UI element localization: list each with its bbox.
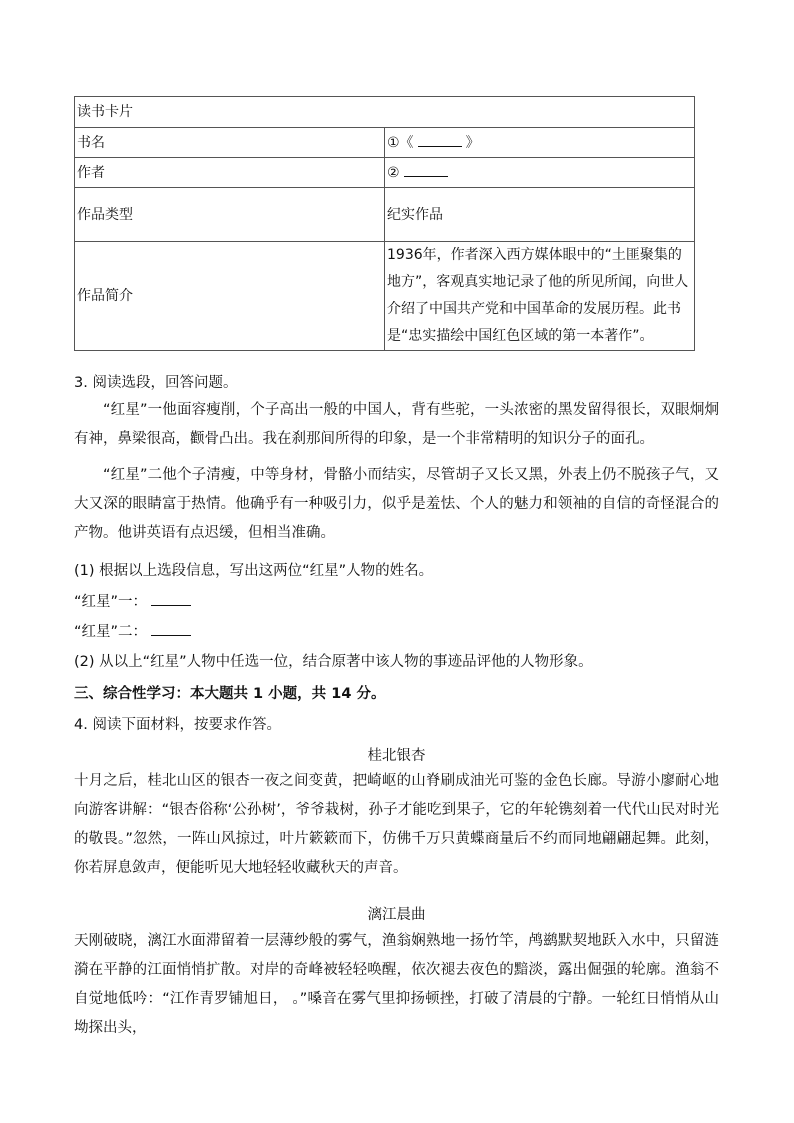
fill-blank-author[interactable] (404, 162, 448, 177)
material-text-1: 十月之后，桂北山区的银杏一夜之间变黄，把崎岖的山脊刷成油光可鉴的金色长廊。导游小廖耐心地向游客讲解：“银杏俗称‘公孙树’，爷爷栽树，孙子才能吃到果子，它的年轮镌刻着一代代山民对时光的敬畏。”忽然，一阵山风掠过，叶片簌簌而下，仿佛千万只黄蝶商量后不约而同地翩翩起舞。此刻，你若屏息敛声，便能听见大地轻轻收藏秋天的声音。 (74, 773, 719, 876)
fill-blank-book[interactable] (418, 132, 462, 147)
q4-heading: 4. 阅读下面材料，按要求作答。 (74, 717, 281, 733)
q3-paragraph-1: “红星”一他面容瘦削，个子高出一般的中国人，背有些驼，一头浓密的黑发留得很长，双眼炯炯有神，鼻梁很高，颧骨凸出。我在刹那间所得的印象，是一个非常精明的知识分子的面孔。 (74, 402, 719, 447)
card-label-author: 作者 (75, 158, 385, 188)
answer-line-star1: “红星”一： (74, 590, 719, 611)
card-title: 读书卡片 (75, 97, 695, 128)
q3-sub-question-2: (2) 从以上“红星”人物中任选一位，结合原著中该人物的事迹品评他的人物形象。 (74, 654, 593, 670)
q3-paragraph-2: “红星”二他个子清瘦，中等身材，骨骼小而结实，尽管胡子又长又黑，外表上仍不脱孩子气，又大又深的眼睛富于热情。他确乎有一种吸引力，似乎是羞怯、个人的魅力和领袖的自信的奇怪混合的产物。他讲英语有点迟缓，但相当准确。 (74, 467, 719, 541)
card-value-type: 纪实作品 (385, 188, 695, 242)
section-heading: 三、综合性学习：本大题共 1 小题，共 14 分。 (74, 686, 386, 702)
card-value-author: ② (385, 158, 695, 188)
q3-sub-question-1: (1) 根据以上选段信息，写出这两位“红星”人物的姓名。 (74, 563, 434, 579)
material-title-2: 漓江晨曲 (367, 907, 426, 923)
card-label-type: 作品类型 (75, 188, 385, 242)
card-label-book: 书名 (75, 128, 385, 158)
material-title-1: 桂北银杏 (367, 748, 426, 764)
card-value-intro: 1936年，作者深入西方媒体眼中的“土匪聚集的地方”，客观真实地记录了他的所见所闻，向世人介绍了中国共产党和中国革命的发展历程。此书是“忠实描绘中国红色区域的第一本著作”。 (385, 242, 695, 351)
card-value-book: ①《 》 (385, 128, 695, 158)
reading-card-table (74, 96, 695, 351)
fill-blank-star1[interactable] (151, 591, 191, 606)
card-label-intro: 作品简介 (75, 242, 385, 351)
q3-heading: 3. 阅读选段，回答问题。 (74, 375, 238, 391)
fill-blank-star2[interactable] (151, 621, 191, 636)
material-text-2: 天刚破晓，漓江水面滞留着一层薄纱般的雾气，渔翁娴熟地一扬竹竿，鸬鹚默契地跃入水中，只留涟漪在平静的江面悄悄扩散。对岸的奇峰被轻轻唤醒，依次褪去夜色的黯淡，露出倔强的轮廓。渔翁不自觉地低吟：“江作青罗铺旭日， 。”嗓音在雾气里抑扬顿挫，打破了清晨的宁静。一轮红日悄悄从山坳探出头， (74, 933, 719, 1036)
answer-line-star2: “红星”二： (74, 620, 719, 641)
